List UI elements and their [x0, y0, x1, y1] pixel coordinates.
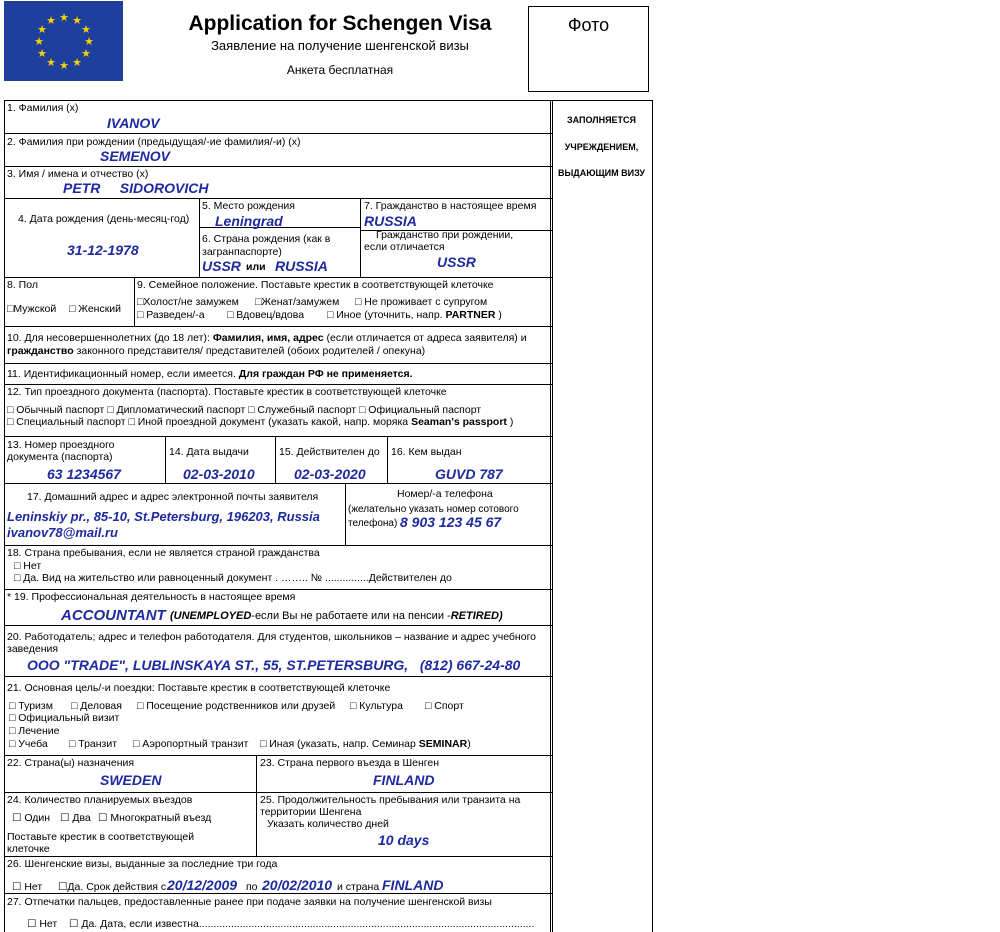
marital-other-checkbox[interactable]: [327, 309, 502, 321]
destination-value[interactable]: SWEDEN: [100, 772, 162, 788]
first-name-label: 3. Имя / имена и отчество (x): [7, 168, 149, 180]
svg-text:★: ★: [46, 14, 56, 27]
svg-text:★: ★: [72, 14, 82, 27]
divider: [134, 277, 135, 326]
home-address-value[interactable]: Leninskiy pr., 85-10, St.Petersburg, 196203, Russia: [7, 509, 320, 524]
divider: [5, 893, 552, 894]
phone-note: (желательно указать номер сотового: [348, 504, 519, 515]
previous-visa-and: и страна: [337, 881, 380, 893]
application-form: [4, 100, 553, 932]
phone-value[interactable]: 8 903 123 45 67: [400, 514, 502, 530]
issue-date-label: 14. Дата выдачи: [169, 446, 249, 458]
official-use-line2: УЧРЕЖДЕНИЕМ,: [564, 142, 639, 152]
purpose-study-checkbox[interactable]: □ Учеба: [9, 738, 48, 750]
first-entry-value[interactable]: FINLAND: [373, 772, 435, 788]
svg-text:★: ★: [84, 35, 94, 48]
previous-visa-to[interactable]: 20/02/2010: [262, 877, 333, 893]
divider: [5, 625, 552, 626]
divider: [360, 198, 361, 277]
previous-visa-po: по: [246, 881, 258, 893]
issue-date-value[interactable]: 02-03-2010: [183, 466, 255, 482]
occupation-note-text: -если Вы не работаете или на пенсии -: [251, 610, 451, 622]
birth-date-value[interactable]: 31-12-1978: [67, 242, 139, 258]
divider: [5, 166, 552, 167]
purpose-family-checkbox[interactable]: □ Посещение родственников или друзей: [137, 700, 336, 712]
divider: [345, 483, 346, 545]
marital-married-checkbox[interactable]: □Женат/замужем: [255, 296, 340, 308]
birth-country-or: или: [246, 261, 266, 273]
phone-note-2: телефона): [348, 518, 398, 529]
entries-note-2: клеточке: [7, 843, 50, 855]
birth-citizenship-value[interactable]: USSR: [437, 254, 476, 270]
divider: [5, 326, 552, 327]
svg-text:★: ★: [72, 56, 82, 69]
duration-label-3: Указать количество дней: [267, 818, 389, 830]
fingerprints-label: 27. Отпечатки пальцев, предоставленные ранее при подаче заявки на получение шенгенской визы: [7, 896, 492, 908]
marital-single-checkbox[interactable]: □Холост/не замужем: [137, 296, 239, 308]
marital-widowed-checkbox[interactable]: □ Вдовец/вдова: [227, 309, 305, 321]
divider: [199, 198, 200, 277]
photo-box: [528, 6, 649, 92]
divider: [5, 133, 552, 134]
svg-text:★: ★: [37, 23, 47, 36]
divider: [5, 483, 552, 484]
residence-no-checkbox[interactable]: □ Нет: [14, 560, 42, 572]
divider: [5, 277, 552, 278]
divider: [5, 363, 552, 364]
sex-label: 8. Пол: [7, 279, 38, 291]
minor-label-b: Фамилия, имя, адрес: [212, 332, 324, 344]
entries-double-checkbox[interactable]: ☐ Два: [60, 812, 91, 824]
occupation-label: * 19. Профессиональная деятельность в настоящее время: [7, 591, 296, 603]
divider: [256, 755, 257, 856]
passport-number-label-2: документа (паспорта): [7, 451, 113, 463]
sex-male-checkbox[interactable]: □Мужской: [7, 303, 57, 315]
svg-text:★: ★: [59, 11, 69, 24]
destination-label: 22. Страна(ы) назначения: [7, 757, 135, 769]
divider: [387, 436, 388, 483]
id-number-text: 11. Идентификационный номер, если имеется.: [7, 368, 236, 380]
employer-label-2: заведения: [7, 643, 59, 655]
minor-label-line2: [7, 345, 425, 357]
issued-by-value[interactable]: GUVD 787: [435, 466, 503, 482]
divider: [165, 436, 166, 483]
valid-until-value[interactable]: 02-03-2020: [294, 466, 366, 482]
svg-text:★: ★: [37, 47, 47, 60]
travel-doc-options-2[interactable]: [7, 416, 513, 428]
birth-citizenship-label: Гражданство при рождении,: [376, 229, 514, 241]
birth-date-label: 4. Дата рождения (день-месяц-год): [18, 213, 190, 225]
page-subtitle: Заявление на получение шенгенской визы: [211, 38, 469, 53]
minor-label-c: (если отличается от адреса заявителя) и: [326, 332, 527, 344]
purpose-other-label: □ Иная (указать, напр. Семинар: [260, 738, 416, 750]
birth-country-value-1[interactable]: USSR: [202, 258, 241, 274]
purpose-medical-checkbox[interactable]: □ Лечение: [9, 725, 60, 737]
birth-country-label: 6. Страна рождения (как в: [202, 233, 331, 245]
occupation-unemployed: (UNEMPLOYED: [170, 610, 252, 622]
eu-stars-icon: [4, 1, 123, 81]
travel-doc-seaman: Seaman's passport: [411, 416, 507, 428]
purpose-culture-checkbox[interactable]: □ Культура: [350, 700, 403, 712]
purpose-other-close: ): [467, 738, 471, 750]
occupation-value[interactable]: ACCOUNTANT: [61, 607, 166, 624]
minor-label-line1: [7, 332, 527, 344]
eu-flag: [4, 1, 123, 81]
birth-country-value-2[interactable]: RUSSIA: [275, 258, 328, 274]
email-value[interactable]: ivanov78@mail.ru: [7, 525, 118, 540]
travel-doc-label: 12. Тип проездного документа (паспорта). Поставьте крестик в соответствующей клеточке: [7, 386, 447, 398]
divider: [275, 436, 276, 483]
travel-doc-close: ): [509, 416, 514, 428]
svg-text:★: ★: [34, 35, 44, 48]
purpose-label: 21. Основная цель/-и поездки: Поставьте крестик в соответствующей клеточке: [7, 682, 391, 694]
purpose-airport-transit-checkbox[interactable]: □ Аэропортный транзит: [133, 738, 249, 750]
passport-number-label: 13. Номер проездного: [7, 439, 115, 451]
divider: [5, 436, 552, 437]
passport-number-value[interactable]: 63 1234567: [47, 466, 121, 482]
phone-label: Номер/-а телефона: [397, 488, 493, 500]
employer-label: 20. Работодатель; адрес и телефон работодателя. Для студентов, школьников – название и адрес учебного: [7, 631, 537, 643]
birth-place-label: 5. Место рождения: [202, 200, 295, 212]
birth-place-value[interactable]: Leningrad: [215, 213, 283, 229]
svg-text:★: ★: [81, 23, 91, 36]
duration-value[interactable]: 10 days: [378, 832, 430, 848]
purpose-official-checkbox[interactable]: □ Официальный визит: [9, 712, 120, 724]
entries-note: Поставьте крестик в соответствующей: [7, 831, 195, 843]
purpose-other-checkbox[interactable]: [260, 738, 471, 750]
birth-country-label-2: загранпаспорте): [202, 246, 282, 258]
entries-single-checkbox[interactable]: ☐ Один: [12, 812, 51, 824]
purpose-sport-checkbox[interactable]: □ Спорт: [425, 700, 464, 712]
fingerprints-no-checkbox[interactable]: ☐ Нет: [27, 918, 58, 930]
birth-surname-value[interactable]: SEMENOV: [100, 148, 171, 164]
travel-doc-options-1[interactable]: □ Обычный паспорт □ Дипломатический паспорт □ Служебный паспорт □ Официальный паспорт: [7, 404, 482, 416]
divider: [5, 384, 552, 385]
employer-value[interactable]: OOO "TRADE", LUBLINSKAYA ST., 55, ST.PETERSBURG, (812) 667-24-80: [27, 657, 521, 673]
fingerprints-yes-checkbox[interactable]: ☐ Да. Дата, если известна...................................................................................................................: [69, 918, 535, 930]
travel-doc-other: □ Специальный паспорт □ Иной проездной документ (указать какой, напр. моряка: [7, 416, 409, 428]
occupation-retired: RETIRED): [450, 610, 503, 622]
marital-other-example: PARTNER: [445, 309, 496, 321]
divider: [5, 589, 552, 590]
surname-label: 1. Фамилия (x): [7, 102, 79, 114]
marital-other-label: □ Иное (уточнить, напр.: [327, 309, 443, 321]
photo-label: Фото: [567, 15, 610, 35]
sex-female-checkbox[interactable]: □ Женский: [69, 303, 122, 315]
previous-visa-country[interactable]: FINLAND: [382, 877, 444, 893]
official-use-column: [550, 100, 653, 932]
svg-text:★: ★: [81, 47, 91, 60]
citizenship-label: 7. Гражданство в настоящее время: [364, 200, 537, 212]
previous-visas-label: 26. Шенгенские визы, выданные за последние три года: [7, 858, 278, 870]
minor-label-a: 10. Для несовершеннолетних (до 18 лет):: [7, 332, 210, 344]
marital-separated-checkbox[interactable]: □ Не проживает с супругом: [355, 296, 488, 308]
birth-citizenship-label-2: если отличается: [364, 241, 445, 253]
divider: [5, 755, 552, 756]
residence-label: 18. Страна пребывания, если не является страной гражданства: [7, 547, 320, 559]
first-name-value[interactable]: PETR SIDOROVICH: [63, 180, 209, 196]
residence-yes-checkbox[interactable]: □ Да. Вид на жительство или равноценный документ . …….. № ...............Действителен до: [14, 572, 452, 584]
purpose-tourism-checkbox[interactable]: □ Туризм: [9, 700, 53, 712]
marital-status-label: 9. Семейное положение. Поставьте крестик в соответствующей клеточке: [137, 279, 494, 291]
id-number-note: Для граждан РФ не применяется.: [238, 368, 413, 380]
minor-label-e: законного представителя/ представителей (обоих родителей / опекуна): [76, 345, 426, 357]
divider: [5, 856, 552, 857]
purpose-transit-checkbox[interactable]: □ Транзит: [69, 738, 118, 750]
id-number-label: [7, 368, 413, 380]
minor-label-d: гражданство: [7, 345, 74, 357]
marital-other-close: ): [498, 309, 502, 321]
surname-value[interactable]: IVANOV: [107, 115, 160, 131]
first-entry-label: 23. Страна первого въезда в Шенген: [260, 757, 440, 769]
svg-text:★: ★: [59, 59, 69, 72]
entries-label: 24. Количество планируемых въездов: [7, 794, 193, 806]
previous-visa-from[interactable]: 20/12/2009: [167, 877, 238, 893]
page-title: Application for Schengen Visa: [188, 12, 492, 35]
svg-text:★: ★: [46, 56, 56, 69]
issued-by-label: 16. Кем выдан: [391, 446, 462, 458]
birth-surname-label: 2. Фамилия при рождении (предыдущая/-ие фамилия/-и) (x): [7, 136, 301, 148]
previous-visas-no-checkbox[interactable]: ☐ Нет: [12, 881, 43, 893]
divider: [5, 676, 552, 677]
purpose-business-checkbox[interactable]: □ Деловая: [71, 700, 122, 712]
purpose-other-example: SEMINAR: [418, 738, 468, 750]
official-use-line3: ВЫДАЮЩИМ ВИЗУ: [557, 168, 645, 178]
entries-multiple-checkbox[interactable]: ☐ Многократный въезд: [98, 812, 212, 824]
marital-divorced-checkbox[interactable]: □ Разведен/-а: [137, 309, 205, 321]
divider: [5, 545, 552, 546]
occupation-note: [170, 610, 503, 622]
duration-label: 25. Продолжительность пребывания или транзита на: [260, 794, 521, 806]
citizenship-value[interactable]: RUSSIA: [364, 213, 417, 229]
previous-visas-yes-checkbox[interactable]: ☐Да. Срок действия с: [58, 881, 167, 893]
home-address-label: 17. Домашний адрес и адрес электронной почты заявителя: [27, 491, 319, 503]
official-use-line1: ЗАПОЛНЯЕТСЯ: [566, 115, 637, 125]
valid-until-label: 15. Действителен до: [279, 446, 380, 458]
free-note: Анкета бесплатная: [286, 63, 394, 77]
divider: [5, 792, 552, 793]
duration-label-2: территории Шенгена: [260, 806, 362, 818]
divider: [5, 198, 552, 199]
